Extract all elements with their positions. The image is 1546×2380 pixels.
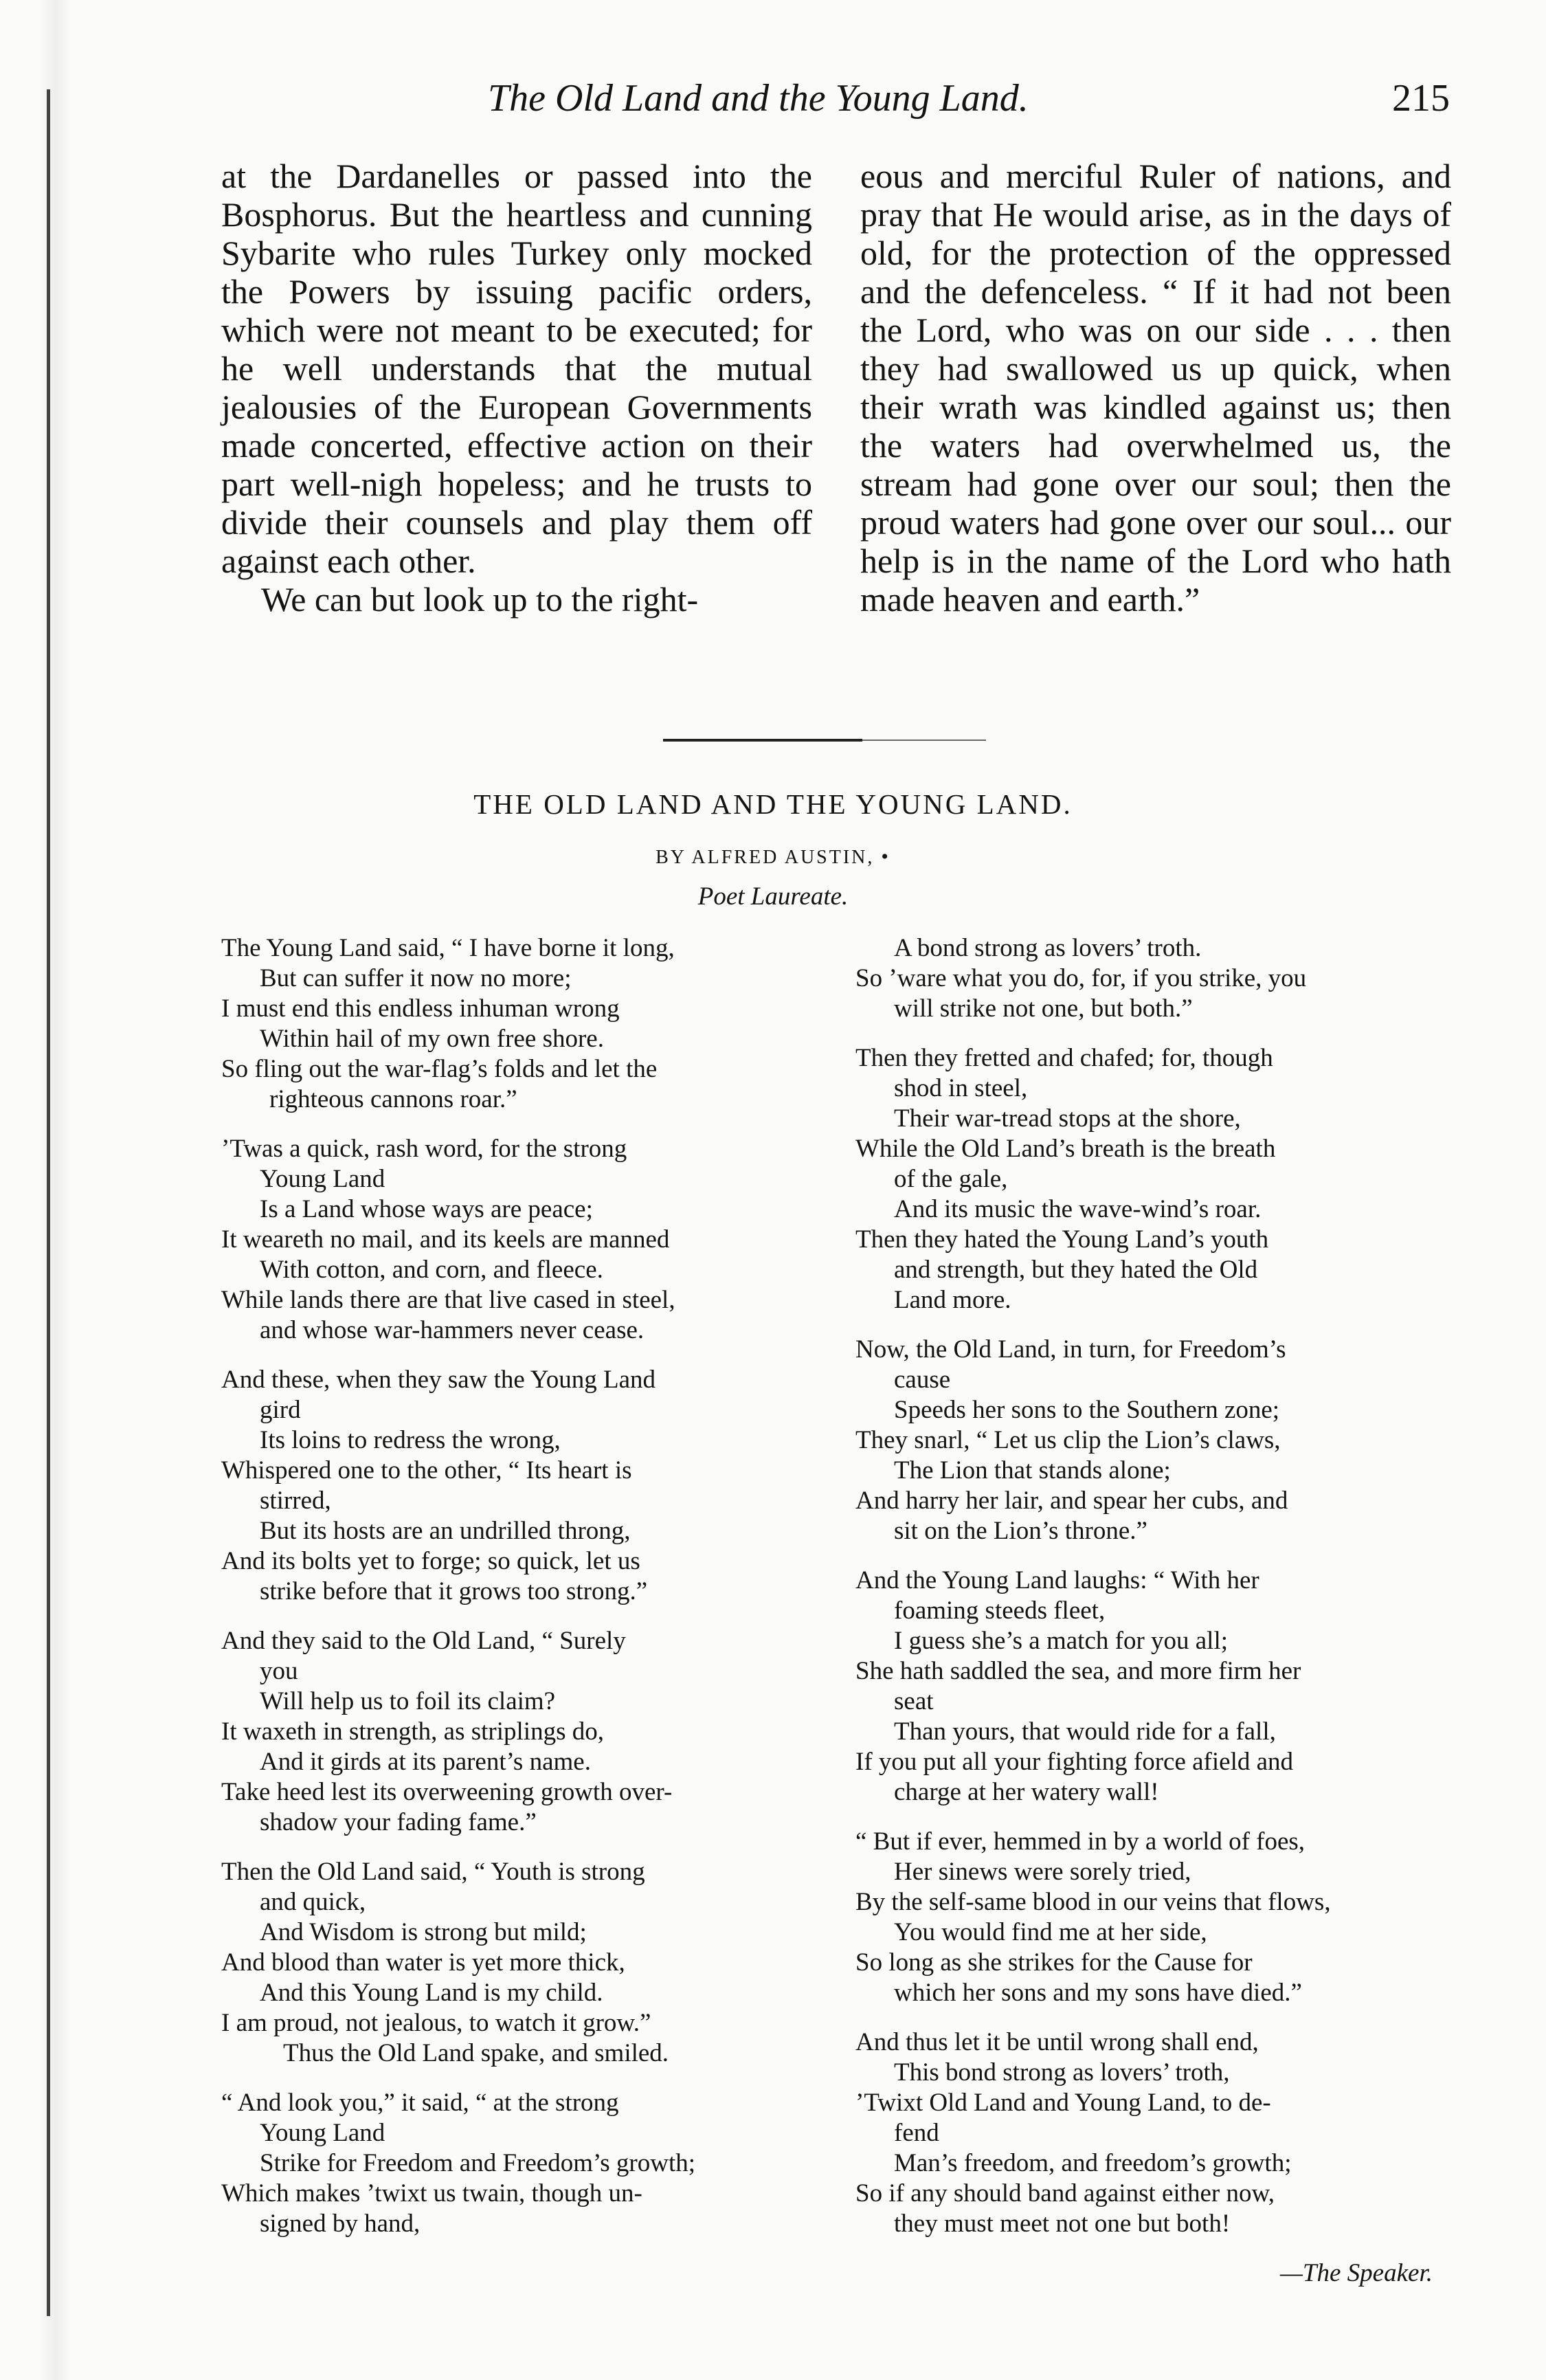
poem-title: THE OLD LAND AND THE YOUNG LAND.	[473, 788, 1073, 820]
verse-line: fend	[894, 2119, 939, 2147]
verse-line: Thus the Old Land spake, and smiled.	[283, 2039, 669, 2067]
verse-line: And this Young Land is my child.	[260, 1979, 603, 2007]
verse-line: and whose war-hammers never cease.	[260, 1316, 645, 1344]
verse-line: and quick,	[260, 1888, 366, 1916]
verse-line: And harry her lair, and spear her cubs, and	[855, 1487, 1288, 1515]
verse-line: And its bolts yet to forge; so quick, let us	[221, 1547, 640, 1575]
verse-line: Whispered one to the other, “ Its heart is	[221, 1456, 632, 1484]
verse-line: Will help us to foil its claim?	[260, 1687, 556, 1715]
verse-line: It waxeth in strength, as striplings do,	[221, 1717, 604, 1746]
verse-line: ’Twixt Old Land and Young Land, to de-	[855, 2089, 1271, 2117]
verse-line: Which makes ’twixt us twain, though un-	[221, 2179, 642, 2207]
verse-line: Then the Old Land said, “ Youth is strong	[221, 1858, 645, 1886]
verse-line: Speeds her sons to the Southern zone;	[894, 1396, 1280, 1424]
poem-stanza	[855, 1335, 1460, 1546]
binding-edge-line	[47, 89, 50, 2316]
verse-line: So if any should band against either now,	[855, 2179, 1275, 2207]
prose-right-column	[860, 157, 1451, 619]
verse-line: Land more.	[894, 1286, 1011, 1314]
prose-paragraph: at the Dardanelles or passed into the Bosphorus. But the heartless and cunning Sybarite who rules Turkey only mocked the Powers by issuing pacific orders, which were not meant to be executed; for he well understands that the mutual jealousies of the European Governments made concerted, effective action on their part well-nigh hopeless; and he trusts to divide their counsels and play them off against each other.	[221, 157, 812, 580]
poem-stanza	[855, 1827, 1460, 2008]
poem-stanza	[855, 1566, 1460, 1808]
verse-line: Now, the Old Land, in turn, for Freedom’s	[855, 1335, 1286, 1364]
verse-line: So long as she strikes for the Cause for	[855, 1948, 1253, 1977]
poem-stanza	[221, 2088, 826, 2239]
verse-line: Its loins to redress the wrong,	[260, 1426, 561, 1454]
verse-line: I am proud, not jealous, to watch it grow.”	[221, 2009, 651, 2037]
verse-line: It weareth no mail, and its keels are manned	[221, 1225, 670, 1254]
verse-line: And the Young Land laughs: “ With her	[855, 1566, 1259, 1594]
verse-line: sit on the Lion’s throne.”	[894, 1517, 1147, 1545]
verse-line: of the gale,	[894, 1165, 1008, 1193]
verse-line: and strength, but they hated the Old	[894, 1256, 1258, 1284]
verse-line: They snarl, “ Let us clip the Lion’s claws,	[855, 1426, 1281, 1454]
verse-line: shadow your fading fame.”	[260, 1808, 537, 1836]
poet-role: Poet Laureate.	[697, 882, 849, 911]
running-title: The Old Land and the Young Land.	[488, 77, 1029, 120]
verse-line: And Wisdom is strong but mild;	[260, 1918, 587, 1946]
verse-line: Strike for Freedom and Freedom’s growth;	[260, 2149, 696, 2177]
section-divider-tail	[862, 739, 986, 741]
verse-line: And thus let it be until wrong shall end,	[855, 2028, 1259, 2056]
verse-line: A bond strong as lovers’ troth.	[894, 934, 1202, 962]
verse-line: strike before that it grows too strong.”	[260, 1577, 648, 1605]
poem-stanza	[221, 933, 826, 1115]
verse-line: She hath saddled the sea, and more firm her	[855, 1657, 1301, 1685]
verse-line: You would find me at her side,	[894, 1918, 1207, 1946]
verse-line: While lands there are that live cased in steel,	[221, 1286, 675, 1314]
verse-line: While the Old Land’s breath is the breath	[855, 1135, 1276, 1163]
verse-line: Young Land	[260, 1165, 385, 1193]
bullet-mark: •	[881, 845, 890, 868]
verse-line: Their war-tread stops at the shore,	[894, 1104, 1241, 1133]
verse-line: “ But if ever, hemmed in by a world of foes,	[855, 1827, 1306, 1856]
verse-line: The Young Land said, “ I have borne it long,	[221, 934, 675, 962]
poem-left-column	[221, 933, 826, 2258]
verse-line: Man’s freedom, and freedom’s growth;	[894, 2149, 1292, 2177]
prose-paragraph: We can but look up to the right-	[261, 580, 699, 619]
poem-stanza	[855, 1043, 1460, 1315]
prose-left-column	[221, 157, 812, 619]
verse-line: If you put all your fighting force afield and	[855, 1748, 1294, 1776]
verse-line: seat	[894, 1687, 934, 1715]
page-number: 215	[1392, 77, 1450, 120]
verse-line: Within hail of my own free shore.	[260, 1025, 604, 1053]
verse-line: Take heed lest its overweening growth over-	[221, 1778, 673, 1806]
verse-line: Than yours, that would ride for a fall,	[894, 1717, 1276, 1746]
running-header	[227, 74, 1450, 129]
poem-stanza	[221, 1626, 826, 1838]
verse-line: And these, when they saw the Young Land	[221, 1366, 656, 1394]
verse-line: signed by hand,	[260, 2210, 421, 2238]
verse-line: which her sons and my sons have died.”	[894, 1979, 1302, 2007]
verse-line: But can suffer it now no more;	[260, 964, 572, 992]
verse-line: charge at her watery wall!	[894, 1778, 1159, 1806]
verse-line: So fling out the war-flag’s folds and let the	[221, 1055, 658, 1083]
verse-line: By the self-same blood in our veins that flows,	[855, 1888, 1331, 1916]
verse-line: Is a Land whose ways are peace;	[260, 1195, 593, 1223]
verse-line: righteous cannons roar.”	[269, 1085, 517, 1113]
verse-line: they must meet not one but both!	[894, 2210, 1231, 2238]
poem-stanza	[221, 1134, 826, 1346]
verse-line: Then they fretted and chafed; for, though	[855, 1044, 1273, 1072]
verse-line: Young Land	[260, 2119, 385, 2147]
poem-stanza	[855, 933, 1460, 1024]
verse-line: shod in steel,	[894, 1074, 1028, 1102]
section-divider	[663, 739, 862, 742]
verse-line: And it girds at its parent’s name.	[260, 1748, 591, 1776]
prose-paragraph: eous and merciful Ruler of nations, and pray that He would arise, as in the days of old, for the protection of the oppressed and the defenceless. “ If it had not been the Lord, who was on our side . . . then they had swallowed us up quick, when their wrath was kindled against us; then the waters had overwhelmed us, the stream had gone over our soul; then the proud waters had gone over our soul... our help is in the name of the Lord who hath made heaven and earth.”	[860, 157, 1451, 619]
verse-line: And they said to the Old Land, “ Surely	[221, 1627, 626, 1655]
verse-line: I must end this endless inhuman wrong	[221, 994, 620, 1023]
verse-line: I guess she’s a match for you all;	[894, 1627, 1229, 1655]
author-name: BY ALFRED AUSTIN,	[656, 847, 875, 868]
verse-line: With cotton, and corn, and fleece.	[260, 1256, 603, 1284]
poem-stanza	[221, 1365, 826, 1607]
poem-stanza	[855, 2027, 1460, 2239]
verse-line: This bond strong as lovers’ troth,	[894, 2058, 1230, 2087]
verse-line: And its music the wave-wind’s roar.	[894, 1195, 1262, 1223]
verse-line: foaming steeds fleet,	[894, 1597, 1106, 1625]
verse-line: “ And look you,” it said, “ at the strong	[221, 2089, 619, 2117]
verse-line: Her sinews were sorely tried,	[894, 1858, 1191, 1886]
verse-line: Then they hated the Young Land’s youth	[855, 1225, 1269, 1254]
verse-line: you	[260, 1657, 298, 1685]
binding-gutter	[38, 0, 72, 2380]
verse-line: The Lion that stands alone;	[894, 1456, 1171, 1484]
verse-line: cause	[894, 1366, 951, 1394]
poem-stanza	[221, 1857, 826, 2069]
source-signature: —The Speaker.	[1280, 2259, 1433, 2287]
verse-line: ’Twas a quick, rash word, for the strong	[221, 1135, 627, 1163]
poem-right-column	[855, 933, 1460, 2289]
poem-author	[0, 840, 1546, 875]
verse-line: will strike not one, but both.”	[894, 994, 1193, 1023]
verse-line: gird	[260, 1396, 301, 1424]
verse-line: And blood than water is yet more thick,	[221, 1948, 625, 1977]
verse-line: So ’ware what you do, for, if you strike, you	[855, 964, 1307, 992]
verse-line: stirred,	[260, 1487, 331, 1515]
verse-line: But its hosts are an undrilled throng,	[260, 1517, 631, 1545]
